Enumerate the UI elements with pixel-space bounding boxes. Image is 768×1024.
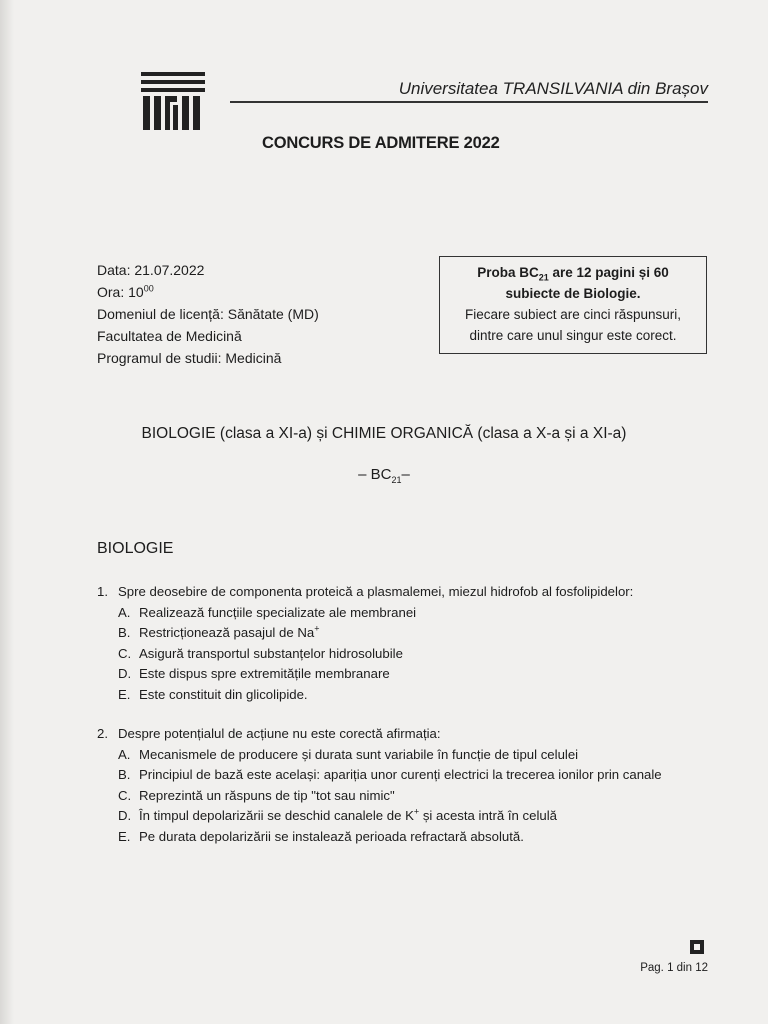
option-d: D. Este dispus spre extremitățile membranare	[118, 666, 390, 681]
option-e: E. Este constituit din glicolipide.	[118, 686, 308, 702]
study-program: Programul de studii: Medicină	[97, 350, 282, 366]
section-heading: BIOLOGIE	[97, 540, 174, 557]
notice-line-4: dintre care unul singur este corect.	[469, 328, 677, 343]
option-e: E. Pe durata depolarizării se instalează perioada refractară absolută.	[118, 828, 524, 844]
notice-line-2: subiecte de Biologie.	[505, 286, 641, 301]
option-b: B. Principiul de bază este același: apariția unor curenți electrici la trecerea ionilor prin canale	[118, 767, 662, 782]
study-domain: Domeniul de licență: Sănătate (MD)	[97, 306, 319, 322]
exam-date: Data: 21.07.2022	[97, 262, 205, 278]
exam-title: CONCURS DE ADMITERE 2022	[262, 134, 500, 152]
exam-info	[97, 259, 319, 369]
exam-hour: Ora: $10^{00}$	[97, 283, 154, 300]
option-d: D. În timpul depolarizării se deschid canalele de K+ și acesta intră în celulă	[118, 806, 557, 823]
exam-notice-box	[439, 256, 707, 354]
footer-square-icon	[690, 940, 704, 954]
page-number: Pag. 1 din 12	[640, 962, 708, 974]
option-a: A. Realizează funcțiile specializate ale membranei	[118, 604, 417, 620]
notice-line-1: Proba $BC_{21}$ are 12 pagini și 60	[477, 265, 669, 283]
subject-title: BIOLOGIE (clasa a XI-a) și CHIMIE ORGANICĂ (clasa a X-a și a XI-a)	[141, 425, 627, 442]
notice-line-3: Fiecare subiect are cinci răspunsuri,	[464, 307, 682, 322]
question-2: 2. Despre potențialul de acțiune nu este corectă afirmația: A. Mecanismele de producere și durata sunt variabile în funcție de tipul celulei B. Principiul de bază este același: apariția unor curenți electrici la trecerea ionilor prin canale C. Reprezintă un răspuns de tip "tot sau nimic" D. În timpul depolarizării se deschid canalele de K+ și acesta intră în celulă E. Pe durata depolarizării se instalează perioada refractară absolută.	[97, 724, 662, 847]
question-1: 1. Spre deosebire de componenta proteică a plasmalemei, miezul hidrofob al fosfolipidelor: A. Realizează funcțiile specializate ale membranei B. Restricționează pasajul de Na+ C. Asigură transportul substanțelor hidrosolubile D. Este dispus spre extremitățile membranare E. Este constituit din glicolipide.	[97, 582, 633, 705]
faculty-name: Facultatea de Medicină	[97, 328, 242, 344]
option-c: C. Asigură transportul substanțelor hidrosolubile	[118, 645, 403, 661]
header-rule	[230, 101, 708, 103]
exam-code: – $BC_{21}-$	[358, 466, 410, 485]
scan-edge-shadow	[0, 0, 14, 1024]
option-c: C. Reprezintă un răspuns de tip "tot sau nimic"	[118, 787, 395, 803]
university-name: Universitatea TRANSILVANIA din Brașov	[398, 79, 708, 98]
university-logo-icon	[141, 72, 205, 130]
option-a: A. Mecanismele de producere și durata sunt variabile în funcție de tipul celulei	[118, 746, 579, 762]
option-b: B. Restricționează pasajul de Na+	[118, 623, 320, 640]
